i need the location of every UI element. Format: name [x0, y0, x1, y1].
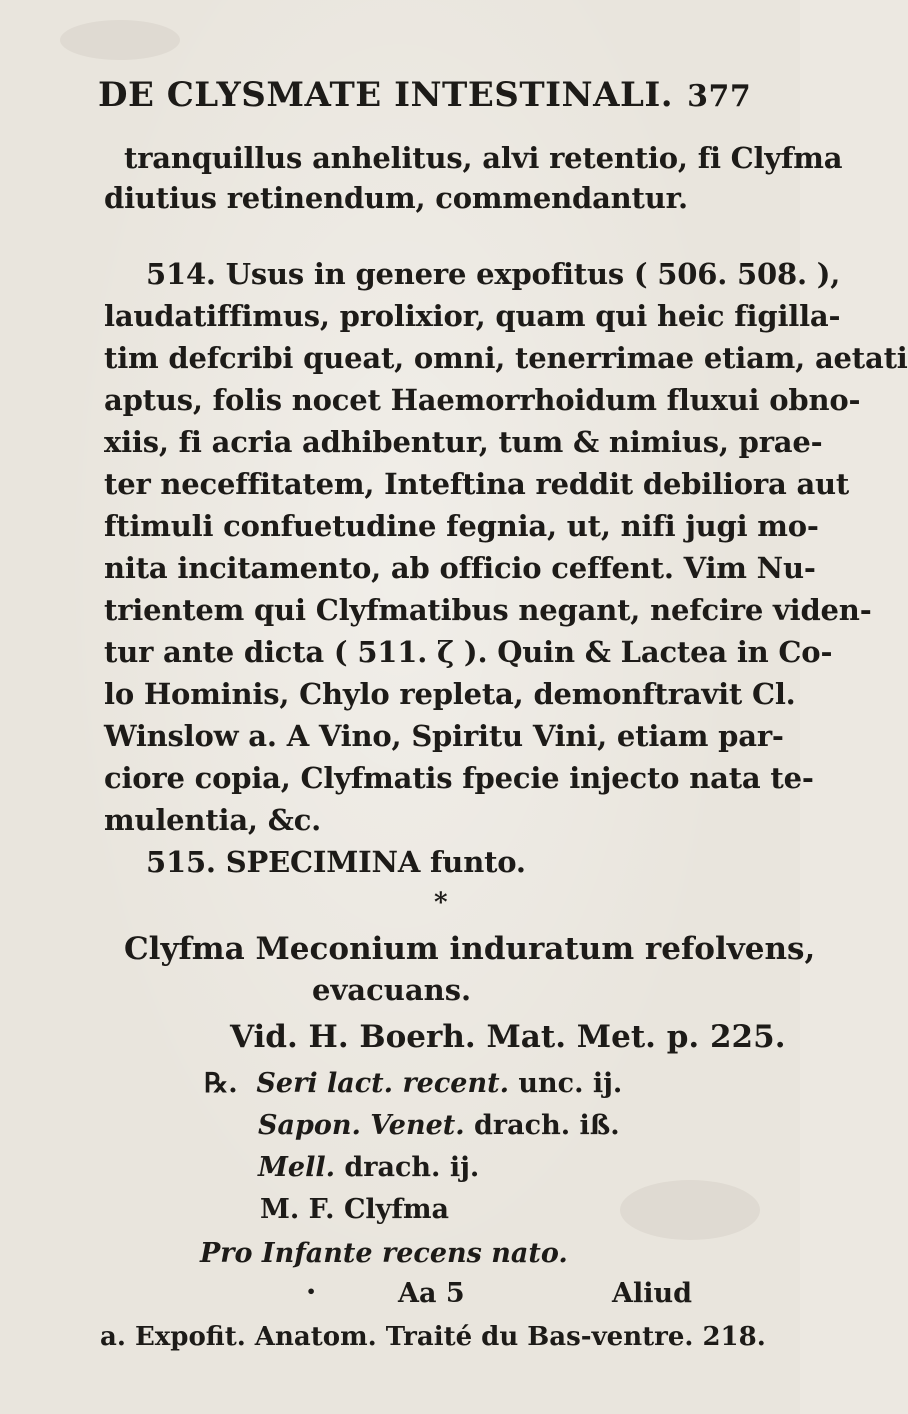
recipe-subtitle: evacuans. — [312, 973, 472, 1007]
ingredient-name: Sapon. Venet. — [258, 1110, 465, 1141]
text-line: trientem qui Clyfmatibus negant, nefcire viden- — [104, 593, 872, 627]
recipe-item — [204, 1070, 622, 1097]
section-number: 515. — [146, 845, 216, 879]
text-line: tim defcribi queat, omni, tenerrimae etiam, aetati — [104, 341, 908, 375]
ingredient-amount: drach. ij. — [344, 1152, 480, 1183]
paper-stain — [620, 1180, 760, 1240]
rx-symbol: ℞. — [204, 1068, 238, 1099]
recipe-title: Clyfma Meconium induratum refolvens, — [124, 931, 816, 967]
ingredient-name: Mell. — [258, 1152, 335, 1183]
section-heading — [146, 845, 526, 879]
recipe-instruction: M. F. Clyfma — [260, 1194, 450, 1225]
recipe-note-text: Pro Infante recens nato. — [200, 1238, 568, 1269]
recipe-note — [200, 1240, 568, 1267]
recipe-item — [258, 1112, 620, 1139]
text-line: ter neceffitatem, Inteftina reddit debiliora aut — [104, 467, 850, 501]
signature-mark: Aa 5 — [398, 1278, 465, 1309]
section-rest: funto. — [430, 845, 526, 879]
footnote: a. Expofit. Anatom. Traité du Bas-ventre. 218. — [100, 1322, 766, 1352]
text-line: aptus, folis nocet Haemorrhoidum fluxui obno- — [104, 383, 861, 417]
ingredient-amount: unc. ij. — [518, 1068, 623, 1099]
footer-marker: • — [306, 1282, 317, 1301]
text-line: tur ante dicta ( 511. ζ ). Quin & Lactea in Co- — [104, 635, 833, 669]
text-line: 514. Usus in genere expofitus ( 506. 508. ), — [146, 257, 841, 291]
running-header — [98, 75, 752, 115]
paper-stain — [60, 20, 180, 60]
star-ornament: * — [434, 888, 448, 918]
catchword: Aliud — [612, 1278, 692, 1309]
section-title: SPECIMINA — [225, 845, 421, 879]
text-line: nita incitamento, ab officio ceffent. Vim Nu- — [104, 551, 816, 585]
text-line: xiis, fi acria adhibentur, tum & nimius, prae- — [104, 425, 823, 459]
header-title: DE CLYSMATE INTESTINALI. — [98, 75, 674, 115]
text-line: Winslow a. A Vino, Spiritu Vini, etiam par- — [104, 719, 784, 753]
text-line: diutius retinendum, commendantur. — [104, 181, 688, 215]
text-line: ftimuli confuetudine fegnia, ut, nifi jugi mo- — [104, 509, 819, 543]
text-line: laudatiffimus, prolixior, quam qui heic figilla- — [104, 299, 841, 333]
text-line: ciore copia, Clyfmatis fpecie injecto nata te- — [104, 761, 814, 795]
text-line: lo Hominis, Chylo repleta, demonftravit Cl. — [104, 677, 796, 711]
text-line: tranquillus anhelitus, alvi retentio, fi Clyfma — [124, 141, 843, 175]
ingredient-name: Seri lact. recent. — [256, 1068, 509, 1099]
recipe-item — [258, 1154, 479, 1181]
ingredient-amount: drach. iß. — [474, 1110, 620, 1141]
text-line: mulentia, &c. — [104, 803, 322, 837]
page-number: 377 — [687, 79, 752, 114]
recipe-reference: Vid. H. Boerh. Mat. Met. p. 225. — [230, 1019, 786, 1055]
